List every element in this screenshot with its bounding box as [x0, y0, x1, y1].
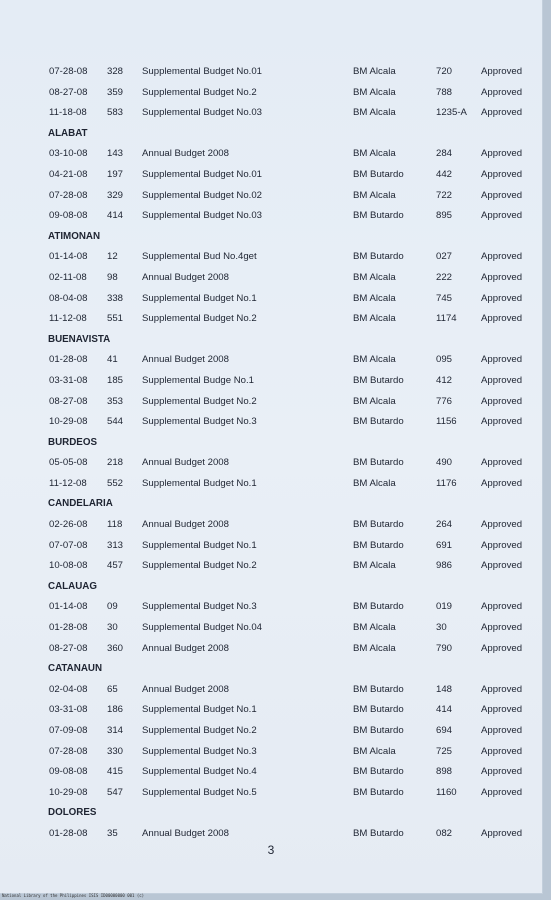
- row-title: Supplemental Budget No.01: [142, 168, 263, 180]
- row-date: 08-04-08: [49, 292, 88, 304]
- row-author: BM Butardo: [353, 786, 404, 798]
- row-resolution-no: 12: [107, 251, 118, 263]
- row-date: 01-14-08: [49, 601, 88, 613]
- table-row: [0, 350, 542, 371]
- row-title: Annual Budget 2008: [142, 683, 229, 695]
- row-author: BM Alcala: [353, 313, 396, 325]
- row-title: Supplemental Budget No.2: [142, 313, 257, 325]
- row-status: Approved: [481, 251, 523, 263]
- row-title: Annual Budget 2008: [142, 354, 229, 366]
- row-ordinance-no: 1235-A: [436, 107, 467, 119]
- table-row: [0, 618, 542, 639]
- row-status: Approved: [481, 271, 523, 283]
- row-ordinance-no: 691: [436, 539, 453, 551]
- row-author: BM Alcala: [353, 148, 396, 160]
- row-title: Supplemental Budget No.02: [142, 189, 263, 201]
- row-ordinance-no: 1174: [436, 313, 457, 325]
- row-author: BM Butardo: [353, 374, 404, 386]
- row-author: BM Alcala: [353, 271, 396, 283]
- page-number: 3: [267, 843, 275, 857]
- row-resolution-no: 338: [107, 292, 124, 304]
- row-status: Approved: [481, 313, 523, 325]
- row-status: Approved: [481, 107, 523, 119]
- table-row: [0, 247, 542, 268]
- row-status: Approved: [481, 374, 523, 386]
- row-author: BM Alcala: [353, 354, 396, 366]
- row-title: Annual Budget 2008: [142, 642, 229, 654]
- row-ordinance-no: 898: [436, 766, 453, 778]
- table-row: [0, 597, 542, 618]
- table-row: [0, 556, 542, 577]
- row-resolution-no: 457: [107, 560, 124, 572]
- row-status: Approved: [481, 683, 523, 695]
- municipality-heading: ATIMONAN: [48, 230, 101, 242]
- row-resolution-no: 328: [107, 66, 124, 77]
- row-status: Approved: [481, 354, 523, 366]
- row-resolution-no: 415: [107, 766, 124, 778]
- row-status: Approved: [481, 210, 523, 222]
- table-row: [0, 515, 542, 536]
- table-row: [0, 639, 542, 660]
- table-row: [0, 371, 542, 392]
- row-title: Supplemental Budget No.3: [142, 745, 257, 757]
- table-row: [0, 268, 542, 289]
- row-author: BM Butardo: [353, 210, 404, 222]
- row-resolution-no: 547: [107, 786, 124, 798]
- row-status: Approved: [481, 477, 523, 489]
- row-title: Supplemental Budget No.1: [142, 292, 257, 304]
- row-date: 11-12-08: [49, 477, 87, 489]
- row-status: Approved: [481, 827, 523, 839]
- row-ordinance-no: 788: [436, 86, 453, 98]
- row-status: Approved: [481, 416, 523, 428]
- table-row: [0, 742, 542, 763]
- row-author: BM Butardo: [353, 251, 404, 263]
- municipality-heading: ALABAT: [48, 127, 88, 139]
- row-resolution-no: 583: [107, 107, 124, 119]
- municipality-heading: BUENAVISTA: [48, 333, 111, 345]
- row-ordinance-no: 1176: [436, 477, 457, 489]
- row-resolution-no: 360: [107, 642, 124, 654]
- row-ordinance-no: 082: [436, 827, 453, 839]
- table-row: [0, 103, 542, 124]
- row-title: Supplemental Budge No.1: [142, 374, 255, 386]
- row-resolution-no: 65: [107, 683, 118, 695]
- row-date: 08-27-08: [49, 642, 88, 654]
- row-date: 09-08-08: [49, 210, 88, 222]
- row-author: BM Alcala: [353, 395, 396, 407]
- row-resolution-no: 313: [107, 539, 124, 551]
- row-date: 04-21-08: [49, 168, 88, 180]
- row-title: Annual Budget 2008: [142, 271, 229, 283]
- row-author: BM Alcala: [353, 745, 396, 757]
- row-resolution-no: 330: [107, 745, 124, 757]
- row-date: 01-14-08: [49, 251, 88, 263]
- row-author: BM Alcala: [353, 560, 396, 572]
- row-resolution-no: 118: [107, 519, 123, 531]
- row-author: BM Alcala: [353, 292, 396, 304]
- row-date: 11-18-08: [49, 107, 87, 119]
- table-row: [0, 783, 542, 804]
- row-author: BM Alcala: [353, 66, 396, 77]
- table-row: [0, 412, 542, 433]
- row-resolution-no: 329: [107, 189, 124, 201]
- row-resolution-no: 544: [107, 416, 124, 428]
- municipality-heading: CALAUAG: [48, 580, 97, 592]
- row-ordinance-no: 694: [436, 725, 453, 736]
- table-row: [0, 721, 542, 742]
- row-status: Approved: [481, 725, 523, 736]
- row-date: 02-11-08: [49, 271, 87, 283]
- row-author: BM Butardo: [353, 519, 404, 531]
- row-status: Approved: [481, 622, 523, 634]
- row-date: 08-27-08: [49, 86, 88, 98]
- table-row: [0, 762, 542, 783]
- table-row: [0, 392, 542, 413]
- municipality-heading: CATANAUN: [48, 663, 103, 675]
- table-row: [0, 206, 542, 227]
- table-row: [0, 144, 542, 165]
- table-row: [0, 165, 542, 186]
- row-status: Approved: [481, 745, 523, 757]
- row-title: Supplemental Budget No.2: [142, 395, 257, 407]
- row-resolution-no: 09: [107, 601, 118, 613]
- row-author: BM Butardo: [353, 704, 404, 716]
- row-title: Supplemental Budget No.4: [142, 766, 257, 778]
- row-date: 02-26-08: [49, 519, 88, 531]
- row-ordinance-no: 222: [436, 271, 453, 283]
- row-date: 03-31-08: [49, 374, 88, 386]
- row-title: Supplemental Budget No.3: [142, 416, 257, 428]
- row-ordinance-no: 284: [436, 148, 453, 160]
- row-ordinance-no: 1156: [436, 416, 457, 428]
- table-row: [0, 83, 542, 104]
- row-date: 07-28-08: [49, 189, 88, 201]
- row-ordinance-no: 490: [436, 457, 453, 469]
- row-author: BM Butardo: [353, 539, 404, 551]
- row-resolution-no: 197: [107, 168, 124, 180]
- row-author: BM Alcala: [353, 642, 396, 654]
- row-status: Approved: [481, 292, 523, 304]
- row-date: 02-04-08: [49, 683, 88, 695]
- row-title: Supplemental Budget No.2: [142, 560, 257, 572]
- row-resolution-no: 35: [107, 827, 118, 839]
- row-ordinance-no: 148: [436, 683, 453, 695]
- row-date: 05-05-08: [49, 457, 88, 469]
- row-resolution-no: 353: [107, 395, 124, 407]
- row-ordinance-no: 414: [436, 704, 453, 716]
- row-resolution-no: 551: [107, 313, 124, 325]
- row-ordinance-no: 019: [436, 601, 453, 613]
- row-date: 09-08-08: [49, 766, 88, 778]
- table-row: [0, 309, 542, 330]
- table-row: [0, 453, 542, 474]
- table-row: [0, 62, 542, 83]
- row-status: Approved: [481, 168, 523, 180]
- row-title: Supplemental Budget No.2: [142, 725, 257, 736]
- row-title: Annual Budget 2008: [142, 148, 229, 160]
- row-title: Supplemental Budget No.03: [142, 210, 263, 222]
- row-status: Approved: [481, 539, 523, 551]
- budget-ordinance-list: [0, 62, 542, 845]
- row-title: Annual Budget 2008: [142, 827, 229, 839]
- row-status: Approved: [481, 786, 523, 798]
- row-date: 07-28-08: [49, 66, 88, 77]
- row-resolution-no: 41: [107, 354, 118, 366]
- row-date: 01-28-08: [49, 354, 88, 366]
- row-ordinance-no: 442: [436, 168, 453, 180]
- row-author: BM Alcala: [353, 189, 396, 201]
- row-ordinance-no: 895: [436, 210, 453, 222]
- row-date: 11-12-08: [49, 313, 87, 325]
- municipality-heading: CANDELARIA: [48, 498, 113, 510]
- row-resolution-no: 314: [107, 725, 124, 736]
- row-resolution-no: 218: [107, 457, 124, 469]
- row-title: Supplemental Budget No.1: [142, 477, 257, 489]
- row-title: Supplemental Budget No.04: [142, 622, 263, 634]
- table-row: [0, 289, 542, 310]
- municipality-heading: DOLORES: [48, 807, 97, 819]
- row-date: 01-28-08: [49, 622, 88, 634]
- row-author: BM Butardo: [353, 416, 404, 428]
- row-status: Approved: [481, 642, 523, 654]
- row-resolution-no: 552: [107, 477, 124, 489]
- row-author: BM Butardo: [353, 725, 404, 736]
- row-author: BM Butardo: [353, 683, 404, 695]
- row-resolution-no: 143: [107, 148, 124, 160]
- row-date: 03-31-08: [49, 704, 88, 716]
- row-resolution-no: 185: [107, 374, 124, 386]
- row-date: 10-29-08: [49, 416, 88, 428]
- row-title: Supplemental Bud No.4get: [142, 251, 257, 263]
- row-status: Approved: [481, 148, 523, 160]
- row-ordinance-no: 986: [436, 560, 453, 572]
- row-date: 10-08-08: [49, 560, 88, 572]
- row-status: Approved: [481, 704, 523, 716]
- row-title: Supplemental Budget No.1: [142, 539, 257, 551]
- row-date: 07-07-08: [49, 539, 88, 551]
- row-ordinance-no: 720: [436, 66, 453, 77]
- row-title: Supplemental Budget No.1: [142, 704, 257, 716]
- row-date: 08-27-08: [49, 395, 88, 407]
- row-title: Supplemental Budget No.03: [142, 107, 263, 119]
- row-title: Supplemental Budget No.3: [142, 601, 257, 613]
- row-author: BM Butardo: [353, 457, 404, 469]
- row-status: Approved: [481, 519, 523, 531]
- row-status: Approved: [481, 189, 523, 201]
- row-author: BM Butardo: [353, 601, 404, 613]
- row-ordinance-no: 725: [436, 745, 453, 757]
- municipality-heading: BURDEOS: [48, 436, 97, 448]
- row-author: BM Alcala: [353, 622, 396, 634]
- row-ordinance-no: 776: [436, 395, 453, 407]
- row-ordinance-no: 095: [436, 354, 453, 366]
- row-status: Approved: [481, 560, 523, 572]
- row-ordinance-no: 027: [436, 251, 453, 263]
- scan-footer: National Library of the Philippines ISIS ID00000000 001 (c): [2, 893, 145, 898]
- row-author: BM Butardo: [353, 168, 404, 180]
- row-status: Approved: [481, 601, 523, 613]
- row-date: 07-09-08: [49, 725, 88, 736]
- row-date: 07-28-08: [49, 745, 88, 757]
- table-row: [0, 536, 542, 557]
- row-status: Approved: [481, 395, 523, 407]
- row-ordinance-no: 412: [436, 374, 453, 386]
- row-status: Approved: [481, 86, 523, 98]
- row-author: BM Alcala: [353, 107, 396, 119]
- row-date: 03-10-08: [49, 148, 88, 160]
- row-resolution-no: 414: [107, 210, 124, 222]
- row-resolution-no: 30: [107, 622, 118, 634]
- table-row: [0, 700, 542, 721]
- row-ordinance-no: 30: [436, 622, 447, 634]
- row-author: BM Alcala: [353, 86, 396, 98]
- row-status: Approved: [481, 457, 523, 469]
- row-date: 01-28-08: [49, 827, 88, 839]
- row-title: Annual Budget 2008: [142, 457, 229, 469]
- row-author: BM Butardo: [353, 827, 404, 839]
- row-ordinance-no: 1160: [436, 786, 457, 798]
- table-row: [0, 474, 542, 495]
- row-title: Annual Budget 2008: [142, 519, 229, 531]
- row-title: Supplemental Budget No.01: [142, 66, 263, 77]
- row-resolution-no: 359: [107, 86, 124, 98]
- table-row: [0, 186, 542, 207]
- row-ordinance-no: 264: [436, 519, 453, 531]
- row-ordinance-no: 745: [436, 292, 453, 304]
- row-ordinance-no: 722: [436, 189, 453, 201]
- row-date: 10-29-08: [49, 786, 88, 798]
- table-row: [0, 824, 542, 845]
- row-resolution-no: 186: [107, 704, 124, 716]
- table-row: [0, 680, 542, 701]
- row-status: Approved: [481, 66, 523, 77]
- row-author: BM Butardo: [353, 766, 404, 778]
- row-status: Approved: [481, 766, 523, 778]
- row-ordinance-no: 790: [436, 642, 453, 654]
- row-title: Supplemental Budget No.5: [142, 786, 257, 798]
- row-title: Supplemental Budget No.2: [142, 86, 257, 98]
- row-author: BM Alcala: [353, 477, 396, 489]
- row-resolution-no: 98: [107, 271, 118, 283]
